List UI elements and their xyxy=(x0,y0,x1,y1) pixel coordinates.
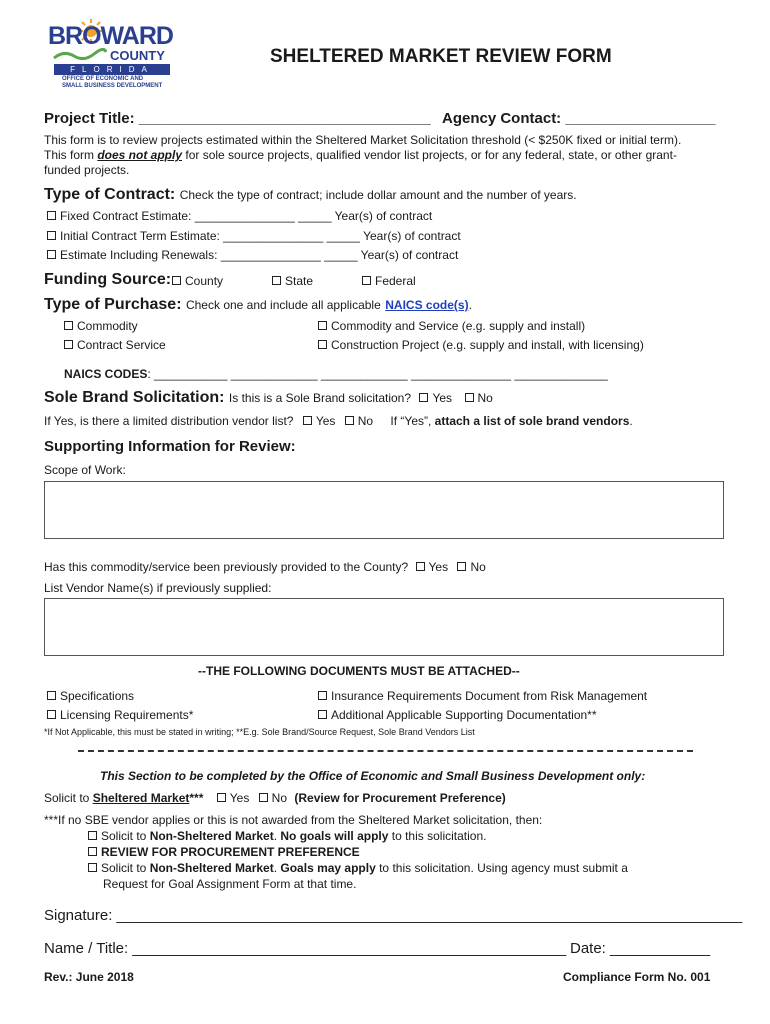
sheltered-market-no[interactable] xyxy=(259,791,287,805)
option-label: No xyxy=(470,560,486,574)
name-title-field[interactable]: Name / Title: ____________________________________________________ xyxy=(44,940,567,957)
checkbox-icon[interactable] xyxy=(318,321,327,330)
compliance-form-number: Compliance Form No. 001 xyxy=(563,970,711,984)
checkbox-icon[interactable] xyxy=(345,416,354,425)
contract-option-label: Estimate Including Renewals: _______________ _____ Year(s) of contract xyxy=(60,248,459,262)
sole-brand-note xyxy=(390,414,632,428)
section-divider xyxy=(78,750,693,752)
purchase-instruction: Check one and include all applicable xyxy=(185,298,381,312)
purchase-heading: Type of Purchase: xyxy=(44,296,182,313)
checkbox-icon[interactable] xyxy=(64,321,73,330)
purchase-option-label: Commodity and Service (e.g. supply and install) xyxy=(331,319,586,333)
limited-distribution-row xyxy=(44,414,633,428)
option-label: No xyxy=(271,791,288,805)
sole-brand-no[interactable] xyxy=(465,391,493,405)
checkbox-icon[interactable] xyxy=(172,276,181,285)
attachments-heading: --THE FOLLOWING DOCUMENTS MUST BE ATTACHED-- xyxy=(198,664,520,678)
attachment-additional[interactable] xyxy=(318,708,597,722)
checkbox-icon[interactable] xyxy=(47,250,56,259)
attachment-specifications[interactable] xyxy=(47,689,134,703)
sole-brand-yes[interactable] xyxy=(419,391,452,405)
note-text: If “Yes”, xyxy=(390,414,435,428)
option-text: Solicit to xyxy=(101,829,150,843)
agency-contact-field[interactable]: Agency Contact: __________________ xyxy=(442,110,716,127)
purchase-option-label: Construction Project (e.g. supply and install, with licensing) xyxy=(331,338,644,352)
funding-option-label: County xyxy=(185,274,224,288)
checkbox-icon[interactable] xyxy=(465,393,474,402)
option-label: No xyxy=(477,391,493,405)
checkbox-icon[interactable] xyxy=(318,340,327,349)
contract-option-label: Fixed Contract Estimate: _______________ _____ Year(s) of contract xyxy=(60,209,433,223)
logo-florida: FLORIDA xyxy=(54,64,170,75)
oesbd-option-goals[interactable] xyxy=(88,861,628,875)
checkbox-icon[interactable] xyxy=(362,276,371,285)
vendor-names-input[interactable] xyxy=(44,598,724,656)
scope-label: Scope of Work: xyxy=(44,463,126,477)
purchase-option-label: Commodity xyxy=(77,319,138,333)
previously-provided-question: Has this commodity/service been previously provided to the County? xyxy=(44,560,409,574)
sheltered-market-row xyxy=(44,791,506,805)
vendor-label: List Vendor Name(s) if previously supplied: xyxy=(44,581,272,595)
form-title: SHELTERED MARKET REVIEW FORM xyxy=(270,46,612,67)
attachment-licensing[interactable] xyxy=(47,708,193,722)
option-text: . xyxy=(273,829,281,843)
checkbox-icon[interactable] xyxy=(88,847,97,856)
funding-option-label: State xyxy=(285,274,314,288)
option-bold: Non-Sheltered Market xyxy=(149,861,274,875)
attachment-insurance[interactable] xyxy=(318,689,647,703)
contract-heading: Type of Contract: xyxy=(44,186,176,203)
note-text: . xyxy=(629,414,633,428)
purchase-option-construction[interactable] xyxy=(318,338,644,352)
checkbox-icon[interactable] xyxy=(47,211,56,220)
checkbox-icon[interactable] xyxy=(303,416,312,425)
naics-link[interactable]: NAICS code(s) xyxy=(385,298,469,312)
option-label: Yes xyxy=(315,414,336,428)
naics-codes-field[interactable] xyxy=(64,367,608,381)
logo-title: BROWARD xyxy=(48,22,173,50)
attachment-label: Insurance Requirements Document from Risk Management xyxy=(331,689,648,703)
contract-option-initial[interactable] xyxy=(47,229,461,243)
contract-option-renewals[interactable] xyxy=(47,248,458,262)
option-text: Solicit to xyxy=(101,861,150,875)
option-text: to this solicitation. Using agency must submit a xyxy=(375,861,628,875)
option-text: . xyxy=(273,861,281,875)
checkbox-icon[interactable] xyxy=(47,710,56,719)
option-label: Yes xyxy=(432,391,453,405)
funding-heading: Funding Source: xyxy=(44,271,172,288)
contract-option-label: Initial Contract Term Estimate: _______________ _____ Year(s) of contract xyxy=(60,229,461,243)
solicit-text: Solicit to xyxy=(44,791,93,805)
option-label: REVIEW FOR PROCUREMENT PREFERENCE xyxy=(101,845,360,859)
contract-section xyxy=(44,186,577,204)
broward-logo xyxy=(48,22,172,92)
intro-emphasis: does not apply xyxy=(97,148,183,162)
sheltered-market-yes[interactable] xyxy=(217,791,250,805)
option-text: to this solicitation. xyxy=(388,829,487,843)
wave-icon xyxy=(52,48,108,62)
checkbox-icon[interactable] xyxy=(88,863,97,872)
sole-brand-section xyxy=(44,389,493,407)
checkbox-icon[interactable] xyxy=(217,793,226,802)
intro-line-2 xyxy=(44,148,677,162)
purchase-option-contract-service[interactable] xyxy=(64,338,166,352)
sheltered-market-label: Sheltered Market xyxy=(92,791,190,805)
note-bold: attach a list of sole brand vendors xyxy=(434,414,630,428)
supporting-heading: Supporting Information for Review: xyxy=(44,438,296,455)
option-bold: Goals may apply xyxy=(280,861,376,875)
attachment-label: Licensing Requirements* xyxy=(60,708,194,722)
contract-instruction: Check the type of contract; include dollar amount and the number of years. xyxy=(179,188,577,202)
funding-option-label: Federal xyxy=(375,274,416,288)
option-label: Yes xyxy=(229,791,250,805)
project-title-field[interactable]: Project Title: ___________________________________ xyxy=(44,110,431,127)
purchase-option-commodity-service[interactable] xyxy=(318,319,585,333)
checkbox-icon[interactable] xyxy=(416,562,425,571)
logo-county: COUNTY xyxy=(110,48,165,63)
funding-option-federal[interactable] xyxy=(362,274,416,288)
attachment-label: Additional Applicable Supporting Documentation** xyxy=(331,708,597,722)
naics-label: NAICS CODES xyxy=(64,367,148,381)
date-field[interactable]: Date: ____________ xyxy=(570,940,711,957)
option-label: No xyxy=(357,414,374,428)
logo-office-line1: OFFICE OF ECONOMIC AND xyxy=(62,76,144,82)
funding-option-state[interactable] xyxy=(272,274,313,288)
oesbd-heading xyxy=(100,769,645,783)
option-bold: No goals will apply xyxy=(280,829,389,843)
option-bold: Non-Sheltered Market xyxy=(149,829,274,843)
oesbd-heading-text: This Section to be completed by the Office of Economic and Small Business Development only xyxy=(100,769,642,783)
checkbox-icon[interactable] xyxy=(318,691,327,700)
funding-option-county[interactable] xyxy=(172,274,223,288)
purchase-period: . xyxy=(468,298,472,312)
limited-distribution-yes[interactable] xyxy=(303,414,336,428)
intro-text: for sole source projects, qualified vendor list projects, or for any federal, state, or other grant- xyxy=(182,148,677,162)
attachment-label: Specifications xyxy=(60,689,135,703)
purchase-option-commodity[interactable] xyxy=(64,319,138,333)
oesbd-option-goals-line2: Request for Goal Assignment Form at that time. xyxy=(103,877,357,891)
review-note: (Review for Procurement Preference) xyxy=(294,791,506,805)
sbe-note: ***If no SBE vendor applies or this is not awarded from the Sheltered Market solicitation, then: xyxy=(44,813,543,827)
checkbox-icon[interactable] xyxy=(318,710,327,719)
oesbd-heading-colon: : xyxy=(641,769,646,783)
oesbd-option-review[interactable] xyxy=(88,845,360,859)
previously-provided-no[interactable] xyxy=(457,560,485,574)
sole-brand-heading: Sole Brand Solicitation: xyxy=(44,389,225,406)
scope-of-work-input[interactable] xyxy=(44,481,724,539)
previously-provided-yes[interactable] xyxy=(416,560,449,574)
previously-provided-row xyxy=(44,560,486,574)
option-label: Yes xyxy=(428,560,449,574)
checkbox-icon[interactable] xyxy=(272,276,281,285)
logo-office xyxy=(62,76,162,90)
sole-brand-question: Is this is a Sole Brand solicitation? xyxy=(228,391,412,405)
revision-label: Rev.: June 2018 xyxy=(44,970,134,984)
checkbox-icon[interactable] xyxy=(259,793,268,802)
checkbox-icon[interactable] xyxy=(457,562,466,571)
checkbox-icon[interactable] xyxy=(64,340,73,349)
checkbox-icon[interactable] xyxy=(47,231,56,240)
purchase-section xyxy=(44,296,472,314)
signature-field[interactable]: Signature: ___________________________________________________________________________ xyxy=(44,907,743,924)
attachments-footnote: *If Not Applicable, this must be stated in writing; **E.g. Sole Brand/Source Request, Sole Brand Vendors List xyxy=(44,727,475,737)
checkbox-icon[interactable] xyxy=(88,831,97,840)
checkbox-icon[interactable] xyxy=(47,691,56,700)
contract-option-fixed[interactable] xyxy=(47,209,432,223)
limited-distribution-no[interactable] xyxy=(345,414,373,428)
logo-office-line2: SMALL BUSINESS DEVELOPMENT xyxy=(62,83,163,89)
intro-line-3: funded projects. xyxy=(44,163,130,177)
oesbd-option-no-goals[interactable] xyxy=(88,829,486,843)
solicit-stars: *** xyxy=(189,791,204,805)
limited-distribution-question: If Yes, is there a limited distribution vendor list? xyxy=(44,414,294,428)
naics-blanks: : ___________ _____________ _____________ _______________ ______________ xyxy=(147,367,608,381)
checkbox-icon[interactable] xyxy=(419,393,428,402)
intro-text: This form xyxy=(44,148,98,162)
intro-line-1: This form is to review projects estimated within the Sheltered Market Solicitation threshold (< $250K fixed or initial term). xyxy=(44,133,682,147)
purchase-option-label: Contract Service xyxy=(77,338,166,352)
